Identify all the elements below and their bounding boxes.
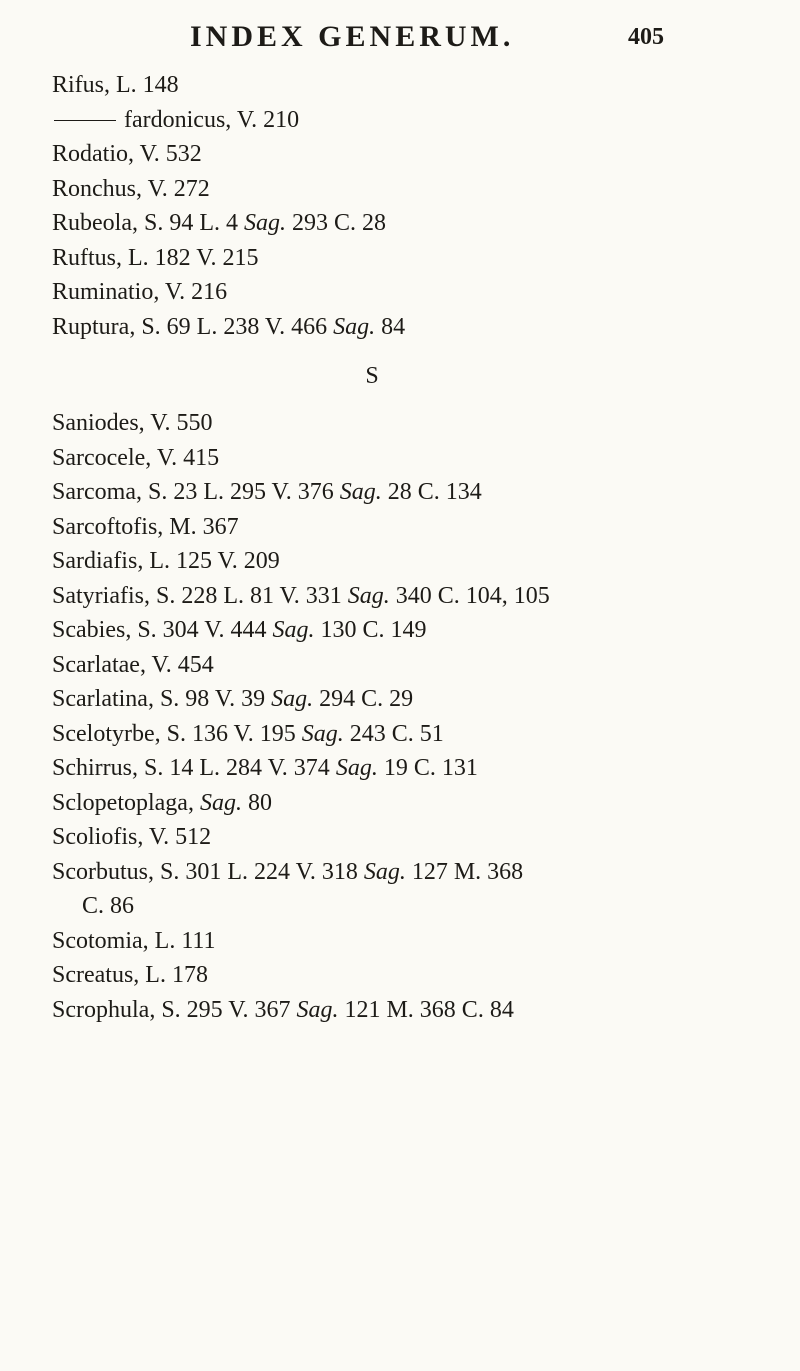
index-entry xyxy=(52,993,772,1028)
section-letter: S xyxy=(365,363,379,389)
entry-text: Sarcoftofis, M. 367 xyxy=(52,513,239,540)
index-entry xyxy=(52,172,772,207)
entry-text: Ruftus, L. 182 V. 215 xyxy=(52,244,259,271)
entry-text: Rifus, L. 148 xyxy=(52,72,179,98)
entry-text: Scarlatae, V. 454 xyxy=(52,651,214,678)
entry-text: Ruminatio, V. 216 xyxy=(52,279,228,305)
index-entries xyxy=(52,68,772,1027)
entry-text: Rubeola, S. 94 L. 4 Sag. 293 C. 28 xyxy=(52,210,387,236)
index-entry xyxy=(52,889,772,924)
entry-text: Rodatio, V. 532 xyxy=(52,141,202,167)
index-entry xyxy=(52,441,772,476)
ditto-dash xyxy=(54,120,116,121)
entry-text: C. 86 xyxy=(82,893,135,919)
index-entry xyxy=(52,682,772,717)
entry-text: Sardiafis, L. 125 V. 209 xyxy=(52,548,280,574)
index-entry xyxy=(52,241,772,276)
index-entry xyxy=(52,613,772,648)
entry-text: Saniodes, V. 550 xyxy=(52,410,213,436)
index-entry xyxy=(52,103,772,138)
entry-text: Sarcocele, V. 415 xyxy=(52,444,220,471)
entry-text: Sarcoma, S. 23 L. 295 V. 376 Sag. 28 C. 134 xyxy=(52,479,482,505)
running-head: INDEX GENERUM. xyxy=(190,20,515,53)
entry-text: Scotomia, L. 111 xyxy=(52,927,216,954)
entry-text: Schirrus, S. 14 L. 284 V. 374 Sag. 19 C. 131 xyxy=(52,755,478,781)
entry-text: Screatus, L. 178 xyxy=(52,962,208,988)
entry-text: Scorbutus, S. 301 L. 224 V. 318 Sag. 127 M. 368 xyxy=(52,858,524,885)
index-entry xyxy=(52,958,772,993)
entry-text: Satyriafis, S. 228 L. 81 V. 331 Sag. 340 C. 104, 105 xyxy=(52,582,550,609)
index-entry xyxy=(52,475,772,510)
index-entry xyxy=(52,924,772,959)
index-entry xyxy=(52,544,772,579)
entry-text: Sclopetoplaga, Sag. 80 xyxy=(52,789,272,816)
index-entry xyxy=(52,137,772,172)
index-entry xyxy=(52,68,772,103)
entries-s xyxy=(52,406,772,1027)
entries-r xyxy=(52,68,772,344)
entry-text: Scarlatina, S. 98 V. 39 Sag. 294 C. 29 xyxy=(52,686,414,712)
entry-text: Scoliofis, V. 512 xyxy=(52,824,212,850)
index-entry xyxy=(52,275,772,310)
entry-text: Ruptura, S. 69 L. 238 V. 466 Sag. 84 xyxy=(52,313,406,340)
entry-text: Scabies, S. 304 V. 444 Sag. 130 C. 149 xyxy=(52,617,427,643)
entry-text: fardonicus, V. 210 xyxy=(124,106,300,133)
index-entry xyxy=(52,579,772,614)
entry-text: Scrophula, S. 295 V. 367 Sag. 121 M. 368 C. 84 xyxy=(52,996,514,1023)
index-entry xyxy=(52,206,772,241)
index-entry xyxy=(52,717,772,752)
index-entry xyxy=(52,820,772,855)
index-entry xyxy=(52,648,772,683)
index-entry xyxy=(52,855,772,890)
page-number: 405 xyxy=(628,24,664,50)
entry-text: Ronchus, V. 272 xyxy=(52,175,210,202)
index-entry xyxy=(52,786,772,821)
index-entry xyxy=(52,406,772,441)
index-entry xyxy=(52,510,772,545)
index-entry xyxy=(52,310,772,345)
entry-text: Scelotyrbe, S. 136 V. 195 Sag. 243 C. 51 xyxy=(52,720,444,747)
index-entry xyxy=(52,751,772,786)
